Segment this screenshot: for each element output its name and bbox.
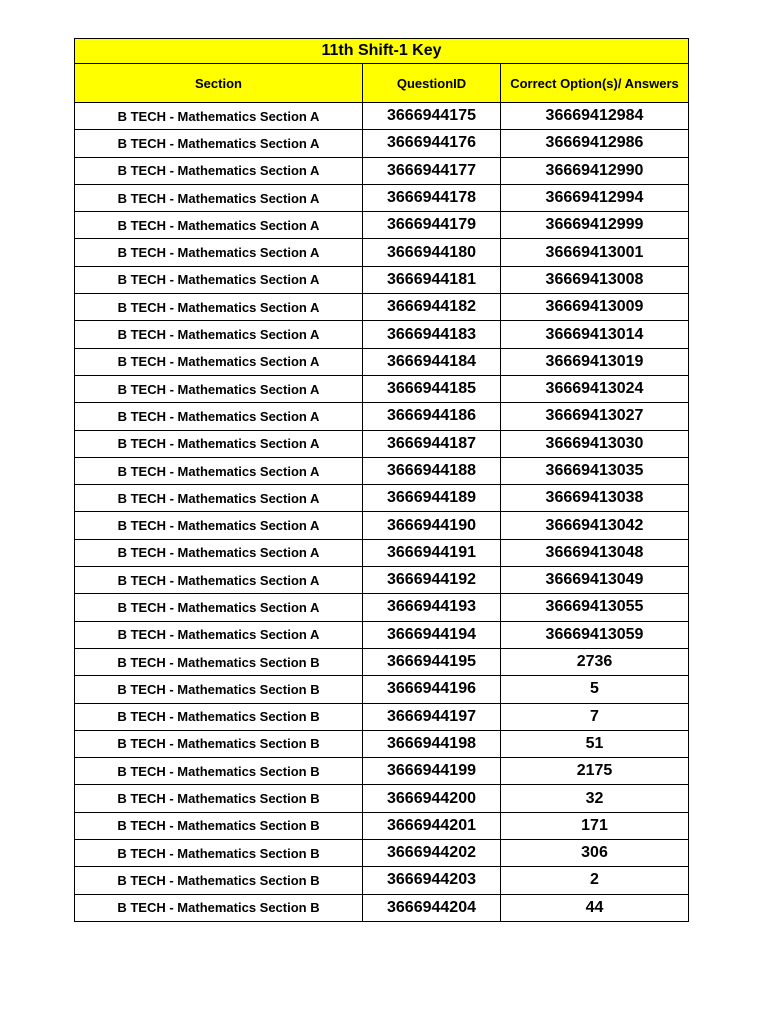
section-cell: B TECH - Mathematics Section A [75,485,363,512]
answer-cell: 36669413035 [501,457,689,484]
column-header-section: Section [75,64,363,103]
section-cell: B TECH - Mathematics Section B [75,676,363,703]
question-id-cell: 3666944179 [363,212,501,239]
section-cell: B TECH - Mathematics Section A [75,130,363,157]
table-row [75,430,689,457]
answer-cell: 51 [501,730,689,757]
answer-cell: 306 [501,840,689,867]
answer-cell: 36669413014 [501,321,689,348]
section-cell: B TECH - Mathematics Section A [75,594,363,621]
question-id-cell: 3666944204 [363,894,501,921]
answer-cell: 5 [501,676,689,703]
section-cell: B TECH - Mathematics Section A [75,321,363,348]
table-row [75,867,689,894]
table-row [75,812,689,839]
section-cell: B TECH - Mathematics Section A [75,375,363,402]
answer-cell: 36669412986 [501,130,689,157]
section-cell: B TECH - Mathematics Section A [75,539,363,566]
section-cell: B TECH - Mathematics Section B [75,648,363,675]
question-id-cell: 3666944183 [363,321,501,348]
table-row [75,212,689,239]
column-header-row [75,64,689,103]
question-id-cell: 3666944191 [363,539,501,566]
table-row [75,403,689,430]
table-row [75,730,689,757]
table-body [75,103,689,922]
answer-cell: 7 [501,703,689,730]
question-id-cell: 3666944190 [363,512,501,539]
answer-cell: 36669412999 [501,212,689,239]
table-row [75,567,689,594]
section-cell: B TECH - Mathematics Section B [75,894,363,921]
question-id-cell: 3666944187 [363,430,501,457]
question-id-cell: 3666944198 [363,730,501,757]
table-row [75,894,689,921]
question-id-cell: 3666944195 [363,648,501,675]
section-cell: B TECH - Mathematics Section A [75,621,363,648]
column-header-question-id: QuestionID [363,64,501,103]
answer-cell: 2 [501,867,689,894]
section-cell: B TECH - Mathematics Section B [75,758,363,785]
question-id-cell: 3666944203 [363,867,501,894]
section-cell: B TECH - Mathematics Section A [75,348,363,375]
answer-cell: 36669413008 [501,266,689,293]
table-row [75,103,689,130]
answer-cell: 36669413049 [501,567,689,594]
answer-cell: 36669413009 [501,294,689,321]
answer-cell: 2736 [501,648,689,675]
question-id-cell: 3666944199 [363,758,501,785]
answer-cell: 36669412984 [501,103,689,130]
answer-cell: 36669413042 [501,512,689,539]
section-cell: B TECH - Mathematics Section B [75,703,363,730]
section-cell: B TECH - Mathematics Section B [75,730,363,757]
table-row [75,321,689,348]
table-row [75,621,689,648]
question-id-cell: 3666944196 [363,676,501,703]
table-row [75,485,689,512]
question-id-cell: 3666944193 [363,594,501,621]
table-row [75,457,689,484]
column-header-answers: Correct Option(s)/ Answers [501,64,689,103]
table-row [75,703,689,730]
table-row [75,758,689,785]
table-row [75,648,689,675]
question-id-cell: 3666944185 [363,375,501,402]
section-cell: B TECH - Mathematics Section A [75,184,363,211]
answer-cell: 44 [501,894,689,921]
table-row [75,239,689,266]
answer-cell: 36669412994 [501,184,689,211]
question-id-cell: 3666944200 [363,785,501,812]
table-row [75,594,689,621]
question-id-cell: 3666944182 [363,294,501,321]
answer-key-table [74,38,689,922]
table-row [75,840,689,867]
answer-cell: 36669413027 [501,403,689,430]
table-row [75,375,689,402]
table-row [75,348,689,375]
answer-cell: 36669413059 [501,621,689,648]
answer-cell: 2175 [501,758,689,785]
table-row [75,512,689,539]
table-title: 11th Shift-1 Key [75,39,689,64]
section-cell: B TECH - Mathematics Section A [75,103,363,130]
question-id-cell: 3666944180 [363,239,501,266]
question-id-cell: 3666944178 [363,184,501,211]
section-cell: B TECH - Mathematics Section A [75,403,363,430]
section-cell: B TECH - Mathematics Section A [75,239,363,266]
question-id-cell: 3666944175 [363,103,501,130]
section-cell: B TECH - Mathematics Section A [75,512,363,539]
table-row [75,785,689,812]
answer-cell: 36669412990 [501,157,689,184]
title-row [75,39,689,64]
question-id-cell: 3666944177 [363,157,501,184]
section-cell: B TECH - Mathematics Section A [75,157,363,184]
question-id-cell: 3666944201 [363,812,501,839]
question-id-cell: 3666944181 [363,266,501,293]
section-cell: B TECH - Mathematics Section B [75,785,363,812]
section-cell: B TECH - Mathematics Section B [75,867,363,894]
section-cell: B TECH - Mathematics Section B [75,840,363,867]
answer-cell: 36669413048 [501,539,689,566]
table-row [75,294,689,321]
answer-cell: 36669413055 [501,594,689,621]
section-cell: B TECH - Mathematics Section A [75,567,363,594]
question-id-cell: 3666944184 [363,348,501,375]
table-row [75,184,689,211]
question-id-cell: 3666944194 [363,621,501,648]
answer-cell: 171 [501,812,689,839]
question-id-cell: 3666944197 [363,703,501,730]
section-cell: B TECH - Mathematics Section A [75,266,363,293]
question-id-cell: 3666944176 [363,130,501,157]
question-id-cell: 3666944202 [363,840,501,867]
table-row [75,676,689,703]
section-cell: B TECH - Mathematics Section A [75,212,363,239]
answer-cell: 36669413024 [501,375,689,402]
table-row [75,539,689,566]
question-id-cell: 3666944186 [363,403,501,430]
table-row [75,157,689,184]
answer-cell: 36669413030 [501,430,689,457]
section-cell: B TECH - Mathematics Section B [75,812,363,839]
section-cell: B TECH - Mathematics Section A [75,457,363,484]
answer-cell: 36669413001 [501,239,689,266]
section-cell: B TECH - Mathematics Section A [75,430,363,457]
question-id-cell: 3666944188 [363,457,501,484]
table-row [75,266,689,293]
answer-cell: 32 [501,785,689,812]
question-id-cell: 3666944192 [363,567,501,594]
section-cell: B TECH - Mathematics Section A [75,294,363,321]
question-id-cell: 3666944189 [363,485,501,512]
answer-cell: 36669413038 [501,485,689,512]
answer-cell: 36669413019 [501,348,689,375]
table-row [75,130,689,157]
